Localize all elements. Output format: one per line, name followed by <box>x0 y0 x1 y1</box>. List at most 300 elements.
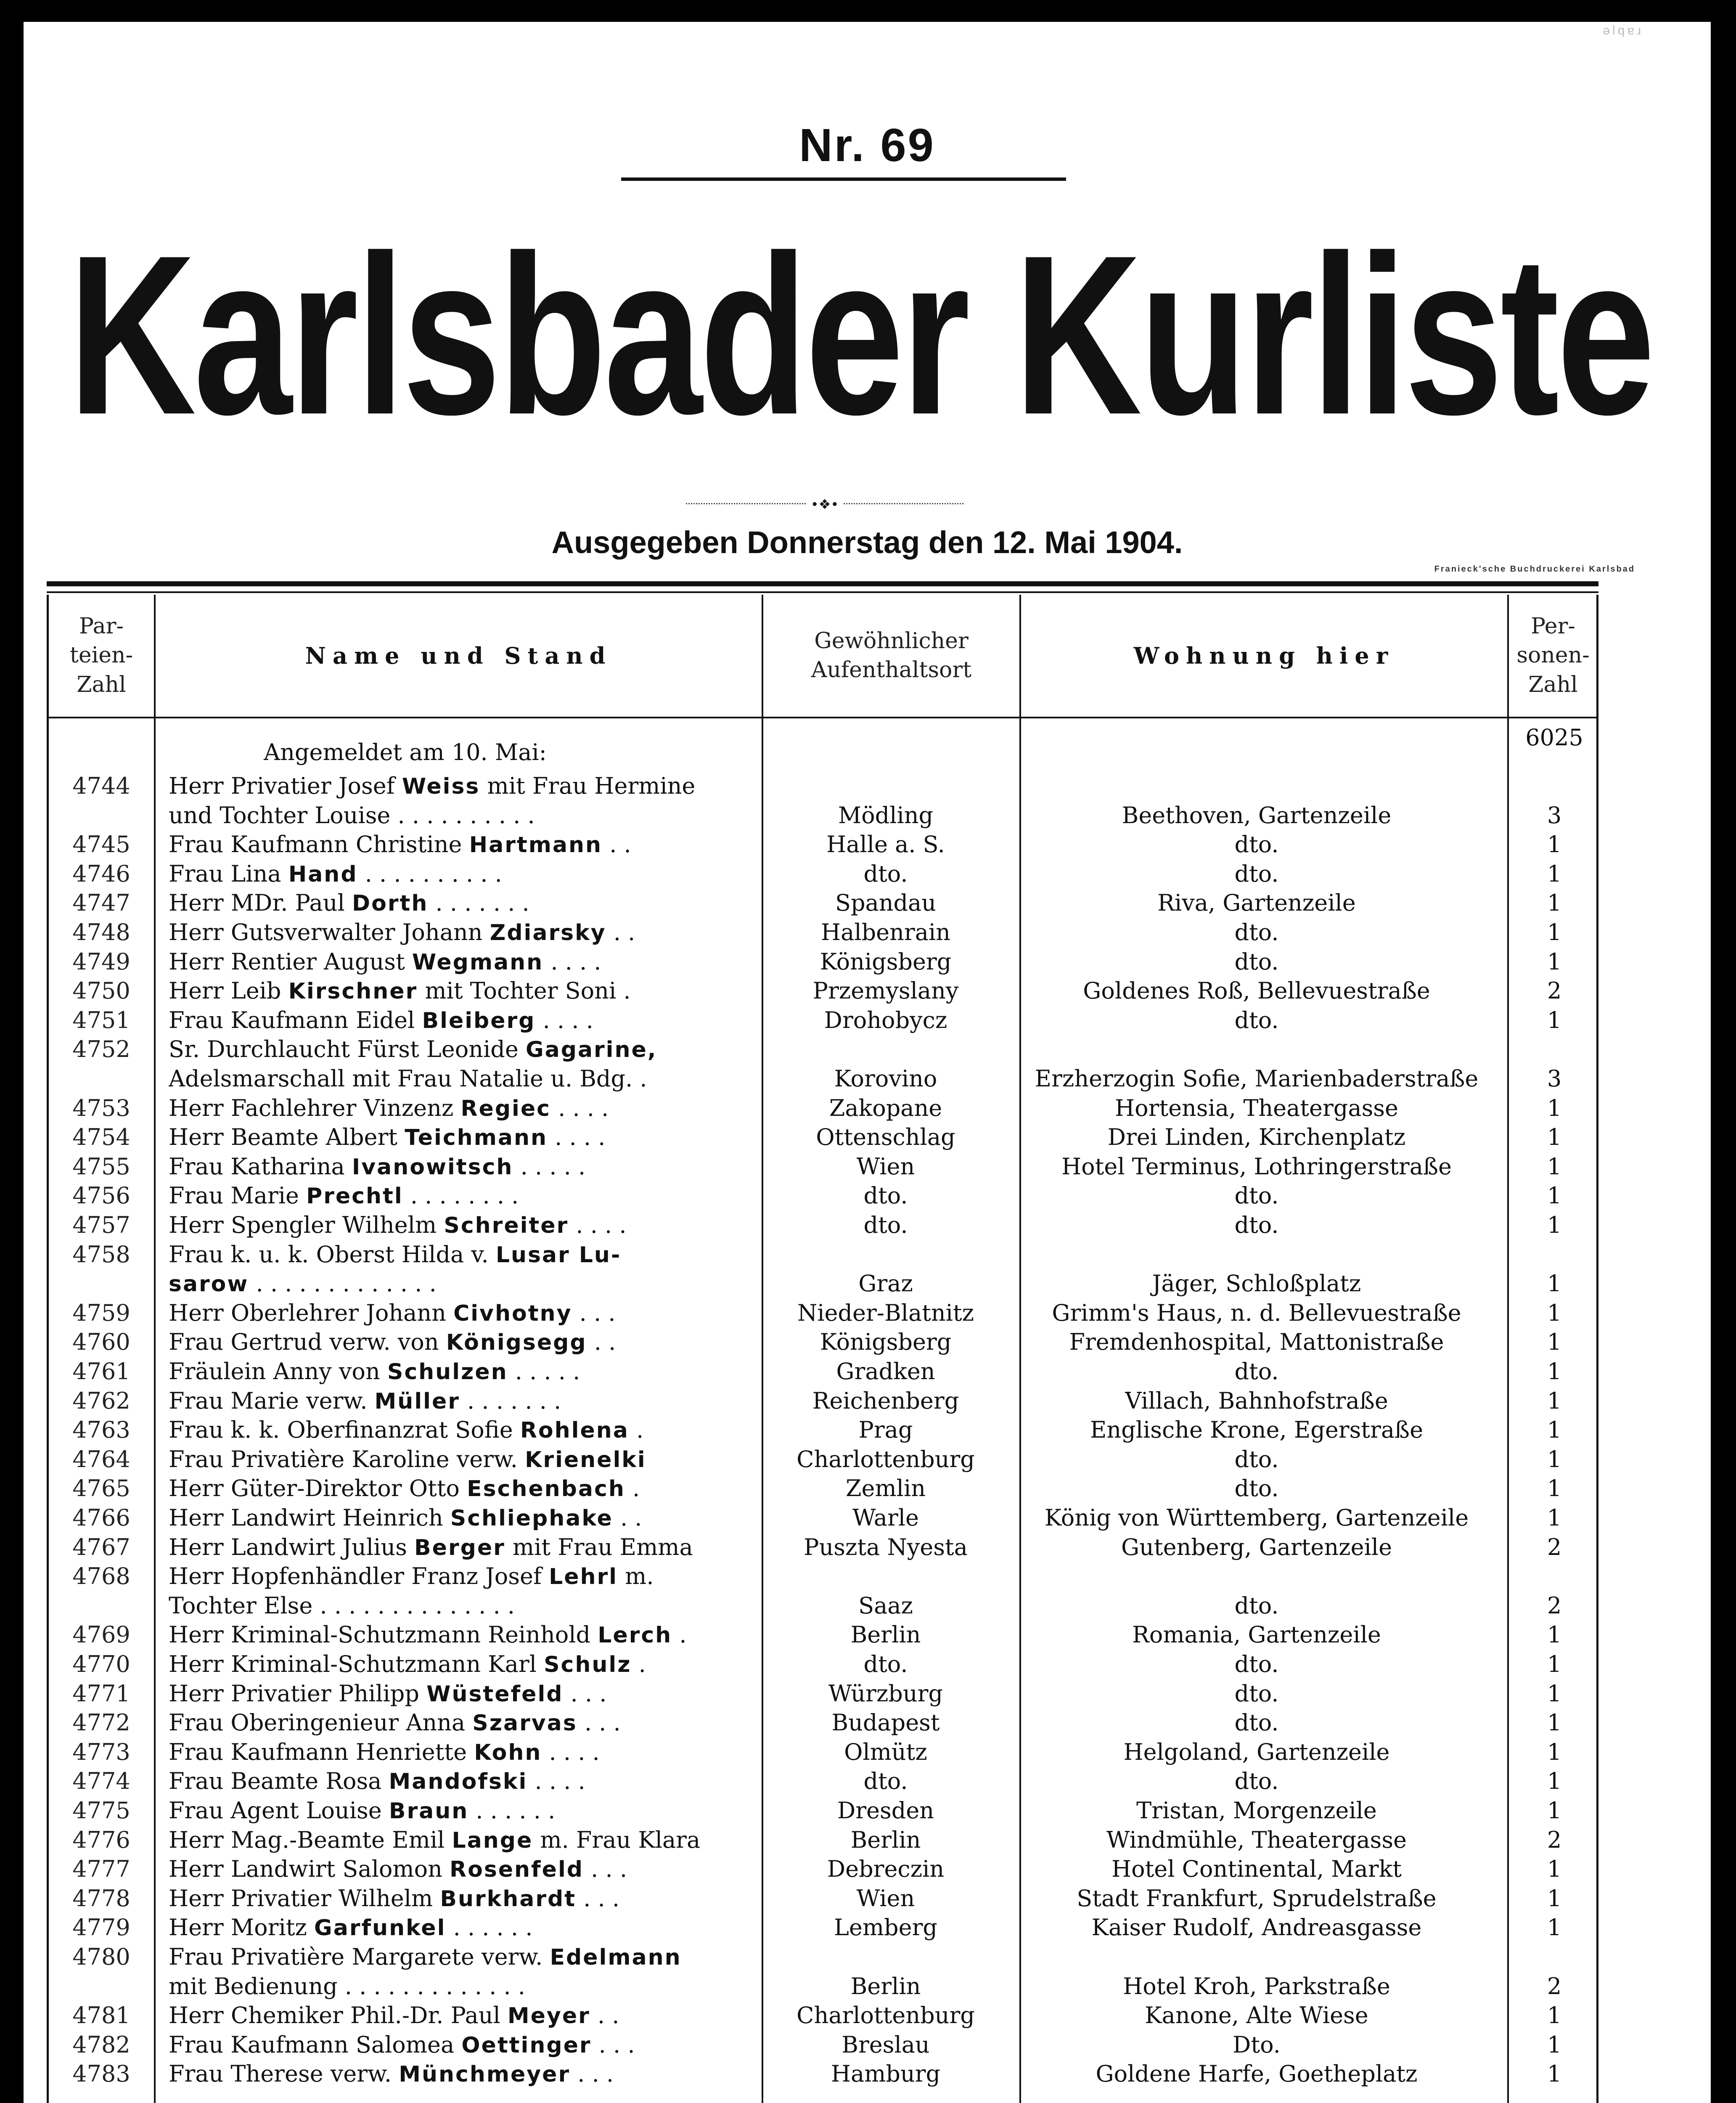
usual-residence: Zemlin <box>845 1475 926 1502</box>
person-count: 1 <box>1547 1856 1562 1883</box>
person-count: 1 <box>1547 1651 1562 1677</box>
guest-name <box>169 947 755 977</box>
name-suffix: . . . <box>563 1680 607 1707</box>
header-party-count <box>49 595 154 717</box>
header-text: Par- <box>79 614 124 639</box>
usual-residence: Zakopane <box>829 1094 942 1121</box>
usual-residence: dto. <box>863 1768 908 1795</box>
surname: Ivanowitsch <box>352 1154 513 1180</box>
table-row <box>49 1474 1596 1503</box>
name-title: und Tochter Louise . . . . . . . . . . <box>169 802 535 829</box>
issue-date: Ausgegeben Donnerstag den 12. Mai 1904. <box>551 525 1183 560</box>
name-title: Herr Landwirt Julius <box>169 1534 415 1560</box>
person-count: 1 <box>1547 1387 1562 1414</box>
table-row <box>49 1533 1596 1562</box>
party-number: 4771 <box>72 1680 130 1707</box>
name-title: Herr Spengler Wilhelm <box>169 1212 444 1238</box>
name-title: Herr Landwirt Heinrich <box>169 1504 450 1531</box>
table-row <box>49 1386 1596 1416</box>
party-number: 4782 <box>72 2031 130 2058</box>
guest-name <box>169 1825 755 1855</box>
local-lodging: Villach, Bahnhofstraße <box>1125 1387 1388 1414</box>
party-number: 4763 <box>72 1417 130 1443</box>
person-count: 1 <box>1547 1621 1562 1648</box>
name-suffix: . <box>625 1475 640 1502</box>
surname: Lehrl <box>549 1564 618 1590</box>
table-row <box>49 1942 1596 1972</box>
guest-name <box>169 1942 755 1972</box>
surname: Wüstefeld <box>426 1681 564 1707</box>
party-number: 4780 <box>72 1944 130 1970</box>
surname: Oettinger <box>461 2032 592 2058</box>
usual-residence: Saaz <box>858 1592 913 1619</box>
registered-date: Angemeldet am 10. Mai: <box>264 739 547 765</box>
usual-residence: Halbenrain <box>821 919 950 946</box>
guest-name <box>169 2001 755 2031</box>
party-number: 4765 <box>72 1475 130 1502</box>
party-number: 4764 <box>72 1446 130 1473</box>
name-suffix: . . . <box>572 1299 616 1326</box>
guest-name <box>169 918 755 948</box>
table-row <box>49 1298 1596 1328</box>
surname: Schreiter <box>444 1213 569 1238</box>
name-title: Herr Güter-Direktor Otto <box>169 1475 467 1502</box>
guest-name <box>169 1679 755 1709</box>
local-lodging: dto. <box>1234 1006 1279 1033</box>
usual-residence: Mödling <box>838 802 934 829</box>
table-row <box>49 1650 1596 1679</box>
person-count: 1 <box>1547 1182 1562 1209</box>
local-lodging: Fremdenhospital, Mattonistraße <box>1069 1329 1444 1356</box>
name-title: Frau Kaufmann Christine <box>169 831 469 858</box>
surname: Bleiberg <box>422 1008 536 1033</box>
party-number: 4750 <box>72 977 130 1004</box>
name-title: Frau k. k. Oberfinanzrat Sofie <box>169 1417 520 1443</box>
guest-name <box>169 1152 755 1182</box>
name-title: Frau Kaufmann Salomea <box>169 2031 462 2058</box>
name-suffix: mit Tochter Soni . <box>418 977 631 1004</box>
guest-name <box>169 1650 755 1679</box>
party-number: 4745 <box>72 831 130 858</box>
header-text: sonen- <box>1516 643 1590 668</box>
usual-residence: dto. <box>863 860 908 887</box>
usual-residence: Przemyslany <box>812 977 959 1004</box>
party-number: 4778 <box>72 1885 130 1912</box>
guest-name <box>169 1123 755 1152</box>
name-title: Tochter Else . . . . . . . . . . . . . . <box>169 1592 515 1619</box>
guest-name <box>169 1474 755 1504</box>
party-number: 4748 <box>72 919 130 946</box>
table-top-rule <box>47 581 1598 586</box>
usual-residence: Halle a. S. <box>826 831 945 858</box>
guest-name <box>169 1210 755 1240</box>
party-number: 4759 <box>72 1299 130 1326</box>
name-suffix: . . . <box>570 2061 614 2087</box>
surname: Mandofski <box>389 1769 528 1795</box>
table-row <box>49 947 1596 977</box>
name-title: mit Bedienung . . . . . . . . . . . . . <box>169 1973 525 2000</box>
name-title: Frau Kaufmann Eidel <box>169 1006 422 1033</box>
party-number: 4744 <box>72 773 130 799</box>
header-text: Zahl <box>1528 672 1578 697</box>
party-number: 4749 <box>72 948 130 975</box>
usual-residence: Prag <box>858 1417 913 1443</box>
ornament-glyph: •❖• <box>810 496 839 512</box>
surname: Schulzen <box>387 1359 508 1385</box>
carried-total: 6025 <box>1525 724 1583 751</box>
local-lodging: dto. <box>1234 919 1279 946</box>
local-lodging: dto. <box>1234 1446 1279 1473</box>
ornament-line-right <box>844 503 963 506</box>
guest-name <box>169 1620 755 1650</box>
guest-name <box>169 888 755 918</box>
surname: Meyer <box>507 2003 590 2029</box>
name-title: Herr Gutsverwalter Johann <box>169 919 490 946</box>
table-row <box>49 1240 1596 1269</box>
party-number: 4779 <box>72 1914 130 1941</box>
local-lodging: dto. <box>1234 1182 1279 1209</box>
printer-credit: Franieck'sche Buchdruckerei Karlsbad <box>1434 564 1635 574</box>
local-lodging: Kanone, Alte Wiese <box>1145 2002 1368 2029</box>
name-title: Frau Kaufmann Henriette <box>169 1738 474 1765</box>
name-title: Frau Katharina <box>169 1153 352 1180</box>
guest-name <box>169 1503 755 1533</box>
usual-residence: Königsberg <box>820 1329 952 1356</box>
usual-residence: Berlin <box>850 1826 921 1853</box>
name-suffix: . . . <box>576 1885 620 1912</box>
surname: Rosenfeld <box>450 1857 584 1883</box>
table-row <box>49 1854 1596 1884</box>
person-count: 1 <box>1547 1094 1562 1121</box>
party-number: 4755 <box>72 1153 130 1180</box>
local-lodging: Helgoland, Gartenzeile <box>1123 1738 1390 1765</box>
local-lodging: Tristan, Morgenzeile <box>1136 1797 1377 1824</box>
header-text: Per- <box>1531 614 1575 639</box>
name-suffix: . . . . . . . <box>460 1387 561 1414</box>
guest-name <box>169 1240 755 1270</box>
local-lodging: dto. <box>1234 1475 1279 1502</box>
party-number: 4773 <box>72 1738 130 1765</box>
name-suffix: mit Frau Emma <box>505 1534 693 1560</box>
guest-name <box>169 976 755 1006</box>
usual-residence: Wien <box>856 1153 915 1180</box>
table-row <box>49 918 1596 947</box>
guest-name <box>169 1357 755 1387</box>
usual-residence: Nieder-Blatnitz <box>797 1299 974 1326</box>
table-row <box>49 1884 1596 1913</box>
local-lodging: Windmühle, Theatergasse <box>1106 1826 1407 1853</box>
header-origin <box>763 595 1019 717</box>
table-row <box>49 1357 1596 1386</box>
usual-residence: Lemberg <box>834 1914 937 1941</box>
party-number: 4781 <box>72 2002 130 2029</box>
usual-residence: Charlottenburg <box>797 2002 975 2029</box>
surname: Braun <box>389 1798 469 1824</box>
name-title: Herr Rentier August <box>169 948 412 975</box>
guest-name <box>169 771 755 801</box>
table-row <box>49 1737 1596 1767</box>
usual-residence: Puszta Nyesta <box>804 1534 968 1560</box>
person-count: 1 <box>1547 1270 1562 1297</box>
person-count: 1 <box>1547 1006 1562 1033</box>
person-count: 1 <box>1547 1358 1562 1385</box>
party-number: 4760 <box>72 1329 130 1356</box>
local-lodging: König von Württemberg, Gartenzeile <box>1044 1504 1469 1531</box>
name-title: Frau Therese verw. <box>169 2061 399 2087</box>
party-number: 4772 <box>72 1709 130 1736</box>
person-count: 1 <box>1547 1475 1562 1502</box>
person-count: 2 <box>1547 1973 1562 2000</box>
surname: Weiss <box>402 774 480 799</box>
person-count: 1 <box>1547 919 1562 946</box>
name-suffix: mit Frau Hermine <box>480 773 696 799</box>
person-count: 1 <box>1547 1709 1562 1736</box>
party-number: 4783 <box>72 2061 130 2087</box>
name-suffix: . . . . . . . . . . . . . <box>249 1270 437 1297</box>
local-lodging: Hortensia, Theatergasse <box>1115 1094 1398 1121</box>
table-row <box>49 976 1596 1006</box>
table-row <box>49 1094 1596 1123</box>
local-lodging: Stadt Frankfurt, Sprudelstraße <box>1077 1885 1437 1912</box>
party-number: 4774 <box>72 1768 130 1795</box>
party-number: 4746 <box>72 860 130 887</box>
surname: Krienelki <box>525 1447 646 1473</box>
surname: Lerch <box>598 1623 672 1648</box>
table-row <box>49 1825 1596 1855</box>
person-count: 1 <box>1547 1417 1562 1443</box>
person-count: 1 <box>1547 1124 1562 1151</box>
subheading-row <box>49 738 1596 767</box>
name-title: Frau Marie verw. <box>169 1387 375 1414</box>
guest-name <box>169 1737 755 1767</box>
name-suffix: . . . . . . . . <box>403 1182 519 1209</box>
usual-residence: Graz <box>858 1270 913 1297</box>
local-lodging: Dto. <box>1233 2031 1281 2058</box>
usual-residence: Dresden <box>837 1797 934 1824</box>
surname: Kohn <box>474 1740 542 1765</box>
party-number: 4758 <box>72 1241 130 1268</box>
guest-name <box>169 1094 755 1123</box>
guest-name <box>169 1972 755 2002</box>
table-row <box>49 2059 1596 2089</box>
table-row <box>49 859 1596 889</box>
name-suffix: . . <box>602 831 631 858</box>
name-suffix: m. <box>618 1563 654 1590</box>
name-suffix: . . . . <box>535 1006 593 1033</box>
usual-residence: Budapest <box>831 1709 940 1736</box>
surname: Müller <box>374 1388 460 1414</box>
person-count: 2 <box>1547 977 1562 1004</box>
guest-name <box>169 1064 755 1094</box>
name-title: Herr Mag.-Beamte Emil <box>169 1826 452 1853</box>
table-row <box>49 1708 1596 1737</box>
person-count: 2 <box>1547 1826 1562 1853</box>
party-number: 4756 <box>72 1182 130 1209</box>
guest-name <box>169 1913 755 1943</box>
usual-residence: Hamburg <box>831 2061 941 2087</box>
surname: Kirschner <box>288 979 418 1004</box>
issue-rule <box>621 177 1066 181</box>
person-count: 3 <box>1547 802 1562 829</box>
guest-list-table <box>47 595 1598 2103</box>
name-suffix: . <box>672 1621 687 1648</box>
guest-name <box>169 801 755 831</box>
guest-name <box>169 1854 755 1884</box>
name-suffix: . . . <box>584 1856 627 1883</box>
masthead-title: Karlsbader Kurliste <box>68 208 1653 462</box>
person-count: 1 <box>1547 1885 1562 1912</box>
header-rule <box>49 717 1596 718</box>
name-title: Herr Kriminal-Schutzmann Karl <box>169 1651 544 1677</box>
surname: Münchmeyer <box>399 2062 571 2087</box>
person-count: 1 <box>1547 1299 1562 1326</box>
usual-residence: dto. <box>863 1212 908 1238</box>
guest-name <box>169 1386 755 1416</box>
table-row <box>49 1035 1596 1064</box>
ornament-divider <box>686 498 963 511</box>
name-suffix: . . . . . . . <box>428 890 529 916</box>
name-suffix: . . . <box>577 1709 621 1736</box>
usual-residence: Königsberg <box>820 948 952 975</box>
person-count: 1 <box>1547 1329 1562 1356</box>
person-count: 1 <box>1547 2031 1562 2058</box>
surname: Wegmann <box>412 949 544 975</box>
table-row <box>49 1064 1596 1094</box>
table-row <box>49 1767 1596 1796</box>
table-row <box>49 1152 1596 1181</box>
local-lodging: dto. <box>1234 1709 1279 1736</box>
person-count: 1 <box>1547 1914 1562 1941</box>
name-title: Frau k. u. k. Oberst Hilda v. <box>169 1241 496 1268</box>
guest-name <box>169 1884 755 1914</box>
name-suffix: . . . . <box>550 1094 609 1121</box>
surname: Edelmann <box>550 1945 682 1970</box>
usual-residence: Reichenberg <box>812 1387 959 1414</box>
table-row <box>49 1445 1596 1474</box>
person-count: 3 <box>1547 1065 1562 1092</box>
name-title: Fräulein Anny von <box>169 1358 387 1385</box>
table-top-rule-thin <box>47 591 1598 593</box>
surname: Hartmann <box>469 832 603 858</box>
name-suffix: . . . . <box>569 1212 627 1238</box>
surname: sarow <box>169 1271 249 1297</box>
local-lodging: dto. <box>1234 948 1279 975</box>
local-lodging: Hotel Terminus, Lothringerstraße <box>1061 1153 1452 1180</box>
guest-name <box>169 1269 755 1299</box>
party-number: 4754 <box>72 1124 130 1151</box>
local-lodging: dto. <box>1234 1768 1279 1795</box>
table-row <box>49 2001 1596 2030</box>
guest-name <box>169 1796 755 1826</box>
local-lodging: dto. <box>1234 860 1279 887</box>
party-number: 4775 <box>72 1797 130 1824</box>
person-count: 1 <box>1547 1768 1562 1795</box>
local-lodging: dto. <box>1234 1592 1279 1619</box>
local-lodging: Goldene Harfe, Goetheplatz <box>1096 2061 1418 2087</box>
name-suffix: . . . . . . . . . . <box>357 860 502 887</box>
guest-name <box>169 1533 755 1563</box>
local-lodging: dto. <box>1234 1651 1279 1677</box>
table-row <box>49 1591 1596 1621</box>
person-count: 1 <box>1547 2002 1562 2029</box>
name-title: Herr Moritz <box>169 1914 315 1941</box>
person-count: 1 <box>1547 831 1562 858</box>
usual-residence: Korovino <box>834 1065 937 1092</box>
name-title: Herr Beamte Albert <box>169 1124 405 1151</box>
name-title: Herr Chemiker Phil.-Dr. Paul <box>169 2002 508 2029</box>
usual-residence: Warle <box>852 1504 919 1531</box>
name-suffix: . . . . <box>542 1738 600 1765</box>
name-title: Frau Lina <box>169 860 288 887</box>
guest-name <box>169 1298 755 1328</box>
ornament-line-left <box>686 503 806 506</box>
header-persons <box>1509 595 1597 717</box>
table-row <box>49 1679 1596 1708</box>
table-row <box>49 888 1596 918</box>
surname: Gagarine, <box>525 1037 657 1063</box>
person-count: 1 <box>1547 1680 1562 1707</box>
surname: Schulz <box>544 1652 632 1677</box>
name-title: Herr Kriminal-Schutzmann Reinhold <box>169 1621 598 1648</box>
name-suffix: . . . . . . <box>446 1914 533 1941</box>
party-number: 4776 <box>72 1826 130 1853</box>
name-title: Frau Marie <box>169 1182 307 1209</box>
usual-residence: Breslau <box>842 2031 930 2058</box>
surname: Hand <box>288 861 358 887</box>
local-lodging: Riva, Gartenzeile <box>1157 890 1356 916</box>
name-suffix: . . <box>613 1504 642 1531</box>
name-title: Herr Privatier Josef <box>169 773 402 799</box>
name-title: Herr Hopfenhändler Franz Josef <box>169 1563 549 1590</box>
usual-residence: Spandau <box>835 890 937 916</box>
name-title: Frau Agent Louise <box>169 1797 389 1824</box>
person-count: 1 <box>1547 1504 1562 1531</box>
table-row <box>49 2030 1596 2060</box>
party-number: 4757 <box>72 1212 130 1238</box>
party-number: 4753 <box>72 1094 130 1121</box>
surname: Lange <box>452 1828 533 1853</box>
table-row <box>49 1123 1596 1152</box>
party-number: 4751 <box>72 1006 130 1033</box>
person-count: 1 <box>1547 1738 1562 1765</box>
surname: Schliephake <box>450 1506 613 1531</box>
surname: Berger <box>414 1535 505 1560</box>
header-text: teien- <box>69 643 133 668</box>
table-row <box>49 1913 1596 1942</box>
guest-name <box>169 830 755 860</box>
usual-residence: dto. <box>863 1182 908 1209</box>
name-suffix: . . . . . <box>508 1358 580 1385</box>
name-suffix: . <box>631 1651 646 1677</box>
name-title: Herr Leib <box>169 977 288 1004</box>
table-row <box>49 1181 1596 1210</box>
name-title: Herr Privatier Wilhelm <box>169 1885 440 1912</box>
name-suffix: . . . . <box>543 948 601 975</box>
name-title: Frau Privatière Margarete verw. <box>169 1944 550 1970</box>
local-lodging: dto. <box>1234 1680 1279 1707</box>
surname: Prechtl <box>306 1184 403 1209</box>
name-suffix: . . . . . <box>513 1153 586 1180</box>
party-number: 4752 <box>72 1036 130 1063</box>
surname: Rohlena <box>520 1418 629 1443</box>
local-lodging: dto. <box>1234 831 1279 858</box>
name-title: Adelsmarschall mit Frau Natalie u. Bdg. . <box>169 1065 647 1092</box>
table-row <box>49 1796 1596 1825</box>
party-number: 4777 <box>72 1856 130 1883</box>
party-number: 4766 <box>72 1504 130 1531</box>
usual-residence: Wien <box>856 1885 915 1912</box>
name-title: Herr MDr. Paul <box>169 890 352 916</box>
